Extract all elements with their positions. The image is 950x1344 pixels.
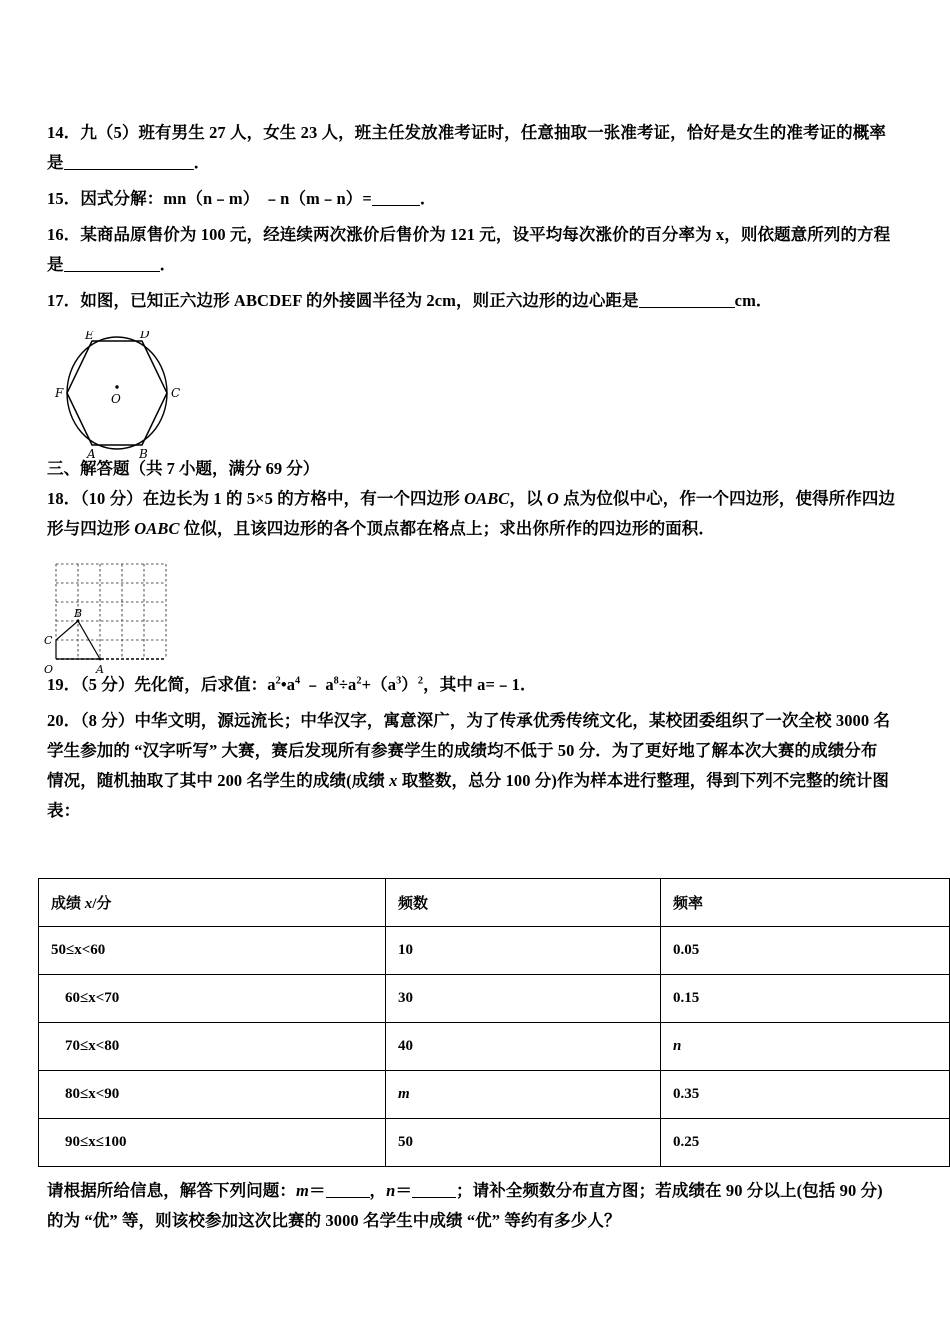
question-20-var-x: x bbox=[389, 771, 398, 790]
question-18-text-c: ，以 bbox=[509, 489, 547, 508]
question-18-line1 bbox=[47, 484, 913, 514]
question-18-point-o: O bbox=[546, 489, 559, 508]
question-20-score: （8 分） bbox=[80, 711, 135, 730]
hexagon-label-O: O bbox=[111, 392, 121, 406]
grid-label-O: O bbox=[44, 663, 54, 676]
question-20-text-1: 中华文明，源远流长；中华汉字，寓意深广，为了传承优秀传统文化，某校团委组织了一次全校 3000 名 bbox=[134, 711, 891, 730]
question-14-answer-prefix: 是 bbox=[47, 153, 64, 172]
question-19-text-prefix: 先化简，后求值：a bbox=[134, 675, 276, 694]
cell-frequency: 10 bbox=[386, 927, 661, 975]
question-18-line2 bbox=[47, 514, 913, 544]
question-20-line2 bbox=[47, 736, 913, 766]
grid-label-C: C bbox=[44, 634, 53, 647]
cell-range: 80≤x<90 bbox=[39, 1071, 386, 1119]
tail-comma: ， bbox=[369, 1181, 387, 1200]
question-15 bbox=[47, 184, 913, 214]
question-19-text-suffix: ，其中 a=﹣1． bbox=[423, 675, 537, 694]
hexagon-label-B: B bbox=[139, 447, 148, 461]
cell-rate: 0.35 bbox=[661, 1071, 950, 1119]
cell-frequency: 40 bbox=[386, 1023, 661, 1071]
table-row bbox=[39, 1119, 950, 1167]
table-header-rate: 频率 bbox=[661, 879, 950, 927]
question-20-text-3c: 取整数，总分 100 分)作为样本进行整理，得到下列不完整的统计图 bbox=[397, 771, 890, 790]
hexagon-label-D: D bbox=[140, 331, 150, 341]
question-15-text: 因式分解：mn（n﹣m） ﹣n（m﹣n）= bbox=[80, 189, 372, 208]
tail-var-m: m bbox=[296, 1181, 309, 1200]
tail-eq-2: ＝ bbox=[395, 1181, 413, 1200]
question-18-quad-label-2: OABC bbox=[134, 519, 180, 538]
grid-label-B: B bbox=[74, 607, 83, 620]
question-19-exp-6: 2 bbox=[417, 675, 424, 687]
cell-frequency: 30 bbox=[386, 975, 661, 1023]
question-18-text-f: 形与四边形 bbox=[47, 519, 135, 538]
tail-var-n: n bbox=[386, 1181, 396, 1200]
question-18-quad-label-1: OABC bbox=[464, 489, 510, 508]
tail-text-a: 请根据所给信息，解答下列问题： bbox=[47, 1181, 296, 1200]
document-body bbox=[47, 118, 913, 832]
question-19-score: （5 分） bbox=[80, 675, 135, 694]
tail-blank-m[interactable] bbox=[326, 1182, 370, 1198]
question-17-number: 17． bbox=[47, 291, 81, 310]
vertex-B-dot bbox=[77, 620, 80, 623]
table-header-frequency: 频数 bbox=[386, 879, 661, 927]
question-16-answer-prefix: 是 bbox=[47, 255, 64, 274]
question-17-text: 如图，已知正六边形 ABCDEF 的外接圆半径为 2cm，则正六边形的边心距是 bbox=[80, 291, 639, 310]
table-row bbox=[39, 927, 950, 975]
question-20-text-3a: 情况，随机抽取了其中 200 名学生的成绩(成绩 bbox=[47, 771, 390, 790]
question-17-unit: cm． bbox=[734, 291, 773, 310]
tail-line1 bbox=[47, 1176, 913, 1206]
question-19-mid-5: ） bbox=[401, 675, 418, 694]
frequency-distribution-table bbox=[38, 878, 950, 1167]
question-14-period: ． bbox=[193, 153, 211, 172]
question-16 bbox=[47, 220, 913, 280]
question-16-text: 某商品原售价为 100 元，经连续两次涨价后售价为 121 元，设平均每次涨价的百分率为 x，则依题意所列的方程 bbox=[80, 225, 891, 244]
question-14-line1 bbox=[47, 118, 913, 148]
question-20-line3 bbox=[47, 766, 913, 796]
table-header-score bbox=[39, 879, 386, 927]
question-14-number: 14． bbox=[47, 123, 81, 142]
question-18-text-a: 在边长为 1 的 5×5 的方格中，有一个四边形 bbox=[142, 489, 465, 508]
table-header-row bbox=[39, 879, 950, 927]
vertex-A-dot bbox=[99, 658, 102, 661]
question-19-exp-1: 2 bbox=[275, 675, 281, 687]
section-3-heading: 三、解答题（共 7 小题，满分 69 分） bbox=[47, 459, 320, 478]
hexagon-label-C: C bbox=[171, 386, 181, 400]
question-18-score: （10 分） bbox=[80, 489, 143, 508]
header-score-prefix: 成绩 bbox=[51, 896, 85, 912]
tail-blank-n[interactable] bbox=[412, 1182, 456, 1198]
question-19-mid-3: ÷a bbox=[338, 675, 357, 694]
header-score-suffix: /分 bbox=[92, 896, 112, 912]
question-16-line2 bbox=[47, 250, 913, 280]
tail-eq-1: ＝ bbox=[308, 1181, 326, 1200]
table-row bbox=[39, 1023, 950, 1071]
question-15-answer-blank[interactable] bbox=[372, 190, 420, 206]
question-20-text-2: 学生参加的 “汉字听写” 大赛，赛后发现所有参赛学生的成绩均不低于 50 分．为了更好地了解本次大赛的成绩分布 bbox=[47, 741, 878, 760]
grid-label-A: A bbox=[96, 663, 104, 676]
question-17-answer-blank[interactable] bbox=[639, 292, 735, 308]
question-14 bbox=[47, 118, 913, 178]
cell-range: 90≤x≤100 bbox=[39, 1119, 386, 1167]
question-20-line1 bbox=[47, 706, 913, 736]
question-15-period: ． bbox=[419, 189, 437, 208]
question-14-answer-blank[interactable] bbox=[64, 154, 194, 170]
question-20-line4: 表： bbox=[47, 801, 81, 820]
question-18-number: 18． bbox=[47, 489, 81, 508]
question-19-mid-4: +（a bbox=[361, 675, 397, 694]
cell-frequency: 50 bbox=[386, 1119, 661, 1167]
table-body bbox=[39, 927, 950, 1167]
hexagon-figure bbox=[55, 331, 205, 466]
frequency-table-wrapper bbox=[38, 878, 912, 1167]
cell-range: 70≤x<80 bbox=[39, 1023, 386, 1071]
question-19-exp-4: 2 bbox=[356, 675, 362, 687]
question-18-text-e: 点为位似中心，作一个四边形，使得所作四边 bbox=[558, 489, 896, 508]
hexagon-label-F: F bbox=[55, 386, 64, 400]
question-15-number: 15． bbox=[47, 189, 81, 208]
question-16-number: 16． bbox=[47, 225, 81, 244]
cell-frequency: m bbox=[386, 1071, 661, 1119]
question-17-line1 bbox=[47, 286, 913, 316]
question-19-exp-5: 3 bbox=[396, 675, 402, 687]
question-19-mid-2: ﹣ a bbox=[300, 675, 334, 694]
question-15-line1 bbox=[47, 184, 913, 214]
question-14-line2 bbox=[47, 148, 913, 178]
question-14-text: 九（5）班有男生 27 人，女生 23 人，班主任发放准考证时，任意抽取一张准考证，恰好是女生的准考证的概率 bbox=[80, 123, 886, 142]
question-19-number: 19． bbox=[47, 675, 81, 694]
question-18-text-g: 位似，且该四边形的各个顶点都在格点上；求出你所作的四边形的面积． bbox=[179, 519, 716, 538]
grid-lines bbox=[56, 564, 166, 659]
center-dot bbox=[115, 385, 118, 388]
grid-figure bbox=[44, 556, 179, 681]
question-19-exp-3: 8 bbox=[333, 675, 339, 687]
tail-line2: 的为 “优” 等，则该校参加这次比赛的 3000 名学生中成绩 “优” 等约有多少人？ bbox=[47, 1211, 621, 1230]
question-16-period: ． bbox=[159, 255, 177, 274]
cell-range: 50≤x<60 bbox=[39, 927, 386, 975]
question-16-answer-blank[interactable] bbox=[64, 256, 160, 272]
cell-rate: 0.15 bbox=[661, 975, 950, 1023]
cell-range: 60≤x<70 bbox=[39, 975, 386, 1023]
header-score-var: x bbox=[84, 896, 93, 912]
question-20 bbox=[47, 706, 913, 826]
question-16-line1 bbox=[47, 220, 913, 250]
tail-text-d: ；请补全频数分布直方图；若成绩在 90 分以上(包括 90 分) bbox=[456, 1181, 883, 1200]
question-19-mid-1: •a bbox=[280, 675, 296, 694]
table-row bbox=[39, 975, 950, 1023]
hexagon-label-E: E bbox=[85, 331, 94, 342]
question-19-exp-2: 4 bbox=[295, 675, 301, 687]
question-20-number: 20． bbox=[47, 711, 81, 730]
cell-rate: n bbox=[661, 1023, 950, 1071]
cell-rate: 0.25 bbox=[661, 1119, 950, 1167]
hexagon-label-A: A bbox=[87, 447, 96, 461]
table-row bbox=[39, 1071, 950, 1119]
question-20-tail bbox=[47, 1176, 913, 1236]
cell-rate: 0.05 bbox=[661, 927, 950, 975]
